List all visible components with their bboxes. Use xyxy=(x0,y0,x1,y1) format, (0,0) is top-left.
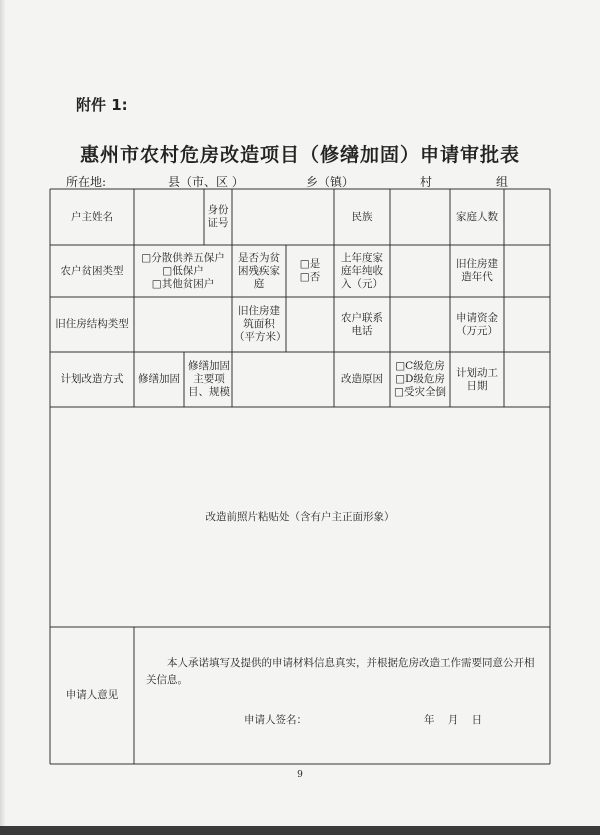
phone-field[interactable] xyxy=(390,297,450,352)
ethnicity-label: 民族 xyxy=(351,210,373,223)
old-house-year-field[interactable] xyxy=(504,245,550,297)
location-group: 组 xyxy=(496,175,509,189)
location-township: 乡（镇） xyxy=(306,175,355,189)
last-year-income-label: 上年度家庭年纯收入（元） xyxy=(341,251,383,290)
ethnicity-field[interactable] xyxy=(390,189,450,245)
date-label: 年 月 日 xyxy=(424,714,483,726)
attachment-label: 附件 1: xyxy=(76,96,128,114)
poverty-options xyxy=(134,245,232,297)
main-items-label: 修缮加固主要项目、规模 xyxy=(188,360,230,398)
old-house-year-label: 旧住房建造年代 xyxy=(456,258,498,283)
phone-label: 农户联系电话 xyxy=(341,311,383,337)
option-other-poor[interactable]: □其他贫困户 xyxy=(151,277,215,290)
applicant-opinion-label: 申请人意见 xyxy=(65,689,119,701)
location-county: 县（市、区 ） xyxy=(168,175,244,189)
page-number: 9 xyxy=(297,770,303,780)
last-year-income-field[interactable] xyxy=(390,245,450,297)
location-label: 所在地: xyxy=(66,175,107,189)
scan-edge-bottom xyxy=(0,826,600,835)
funding-field[interactable] xyxy=(504,297,550,352)
house-area-field[interactable] xyxy=(286,297,334,352)
option-c-level[interactable]: □C级危房 xyxy=(395,360,445,372)
yes-no-options xyxy=(286,245,334,297)
scan-edge-left xyxy=(0,0,6,835)
householder-name-field[interactable] xyxy=(134,189,204,245)
photo-paste-label: 改造前照片粘贴处（含有户主正面形象） xyxy=(205,510,395,523)
family-size-label: 家庭人数 xyxy=(456,210,498,223)
funding-label: 申请资金（万元） xyxy=(456,311,498,337)
house-area-label: 旧住房建筑面积（平方米） xyxy=(234,305,287,343)
plan-method-label: 计划改造方式 xyxy=(60,373,124,385)
householder-name-label: 户主姓名 xyxy=(71,210,113,223)
signature-label: 申请人签名： xyxy=(244,714,307,726)
id-number-label: 身份证号 xyxy=(207,204,229,229)
document-title: 惠州市农村危房改造项目（修缮加固）申请审批表 xyxy=(79,144,520,166)
reason-options xyxy=(390,352,450,407)
structure-type-label: 旧住房结构类型 xyxy=(55,318,129,330)
main-items-field[interactable] xyxy=(232,352,334,407)
option-yes[interactable]: □是 xyxy=(299,258,321,270)
id-number-field[interactable] xyxy=(232,189,334,245)
poverty-type-label: 农户贫困类型 xyxy=(60,264,124,277)
family-size-field[interactable] xyxy=(504,189,550,245)
applicant-promise-text: 本人承诺填写及提供的申请材料信息真实，并根据危房改造工作需要同意公开相关信息。 xyxy=(146,657,535,686)
option-disaster[interactable]: □受灾全倒 xyxy=(394,386,446,398)
photo-paste-area[interactable] xyxy=(50,407,550,627)
reason-label: 改造原因 xyxy=(341,373,383,385)
option-low-income[interactable]: □低保户 xyxy=(162,264,204,277)
start-date-field[interactable] xyxy=(504,352,550,407)
structure-type-field[interactable] xyxy=(134,297,232,352)
plan-method-value: 修缮加固 xyxy=(138,373,180,385)
option-no[interactable]: □否 xyxy=(299,271,321,283)
location-village: 村 xyxy=(420,175,433,189)
option-five-guarantee[interactable]: □分散供养五保户 xyxy=(141,251,225,264)
option-d-level[interactable]: □D级危房 xyxy=(395,373,445,385)
start-date-label: 计划动工日期 xyxy=(456,366,498,392)
disabled-family-label: 是否为贫困残疾家庭 xyxy=(238,251,280,290)
